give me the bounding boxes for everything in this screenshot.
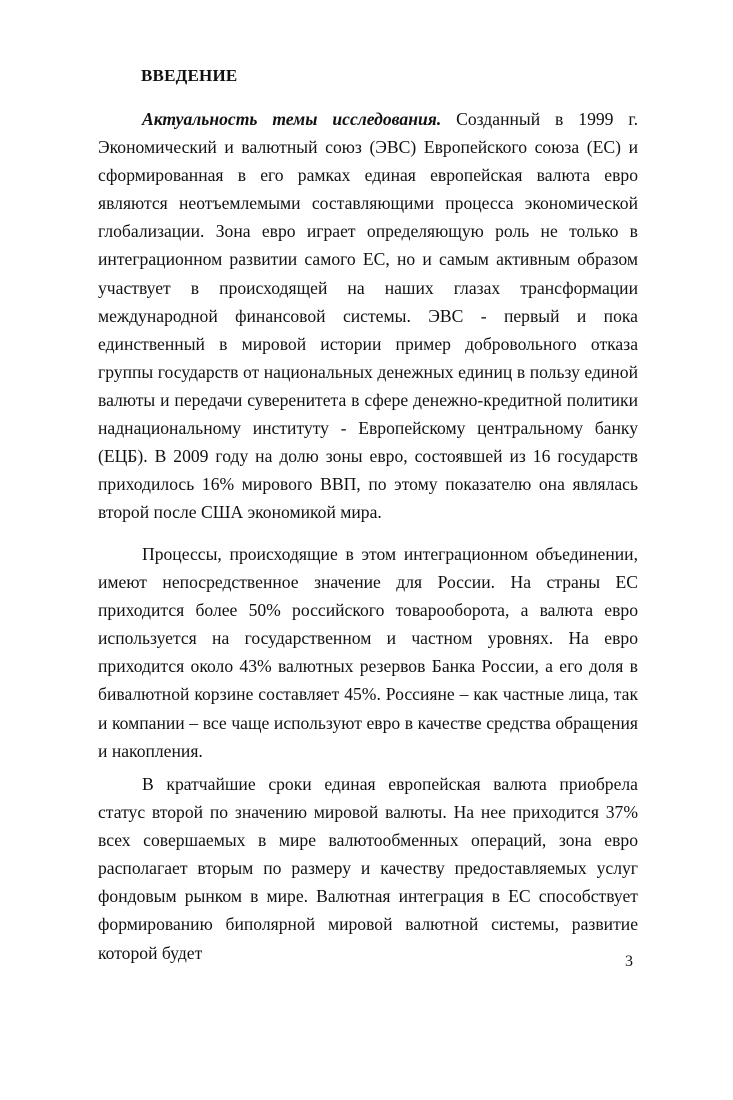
- paragraph-text: Процессы, происходящие в этом интеграционном объединении, имеют непосредственное значение для России. На страны ЕС приходится более 50% российского товарооборота, а валюта евро используется на государственном и частном уровнях. На евро приходится около 43% валютных резервов Банка России, а его доля в бивалютной корзине составляет 45%. Россияне – как частные лица, так и компании – все чаще используют евро в качестве средства обращения и накопления.: [98, 544, 638, 761]
- paragraph-lead-phrase: Актуальность темы исследования.: [142, 109, 442, 129]
- page-number: 3: [625, 953, 633, 970]
- paragraph-relevance: [98, 105, 638, 526]
- paragraph-world-currency: [98, 770, 638, 967]
- paragraph-text: Созданный в 1999 г. Экономический и валютный союз (ЭВС) Европейского союза (ЕС) и сформированная в его рамках единая европейская валюта евро являются неотъемлемыми составляющими процесса экономической глобализации. Зона евро играет определяющую роль не только в интеграционном развитии самого ЕС, но и самым активным образом участвует в происходящей на наших глазах трансформации международной финансовой системы. ЭВС - первый и пока единственный в мировой истории пример добровольного отказа группы государств от национальных денежных единиц в пользу единой валюты и передачи суверенитета в сфере денежно-кредитной политики наднациональному институту - Европейскому центральному банку (ЕЦБ). В 2009 году на долю зоны евро, состоявшей из 16 государств приходилось 16% мирового ВВП, по этому показателю она являлась второй после США экономикой мира.: [98, 109, 638, 523]
- paragraph-russia-relevance: [98, 540, 638, 765]
- section-heading: ВВЕДЕНИЕ: [141, 66, 238, 85]
- paragraph-text: В кратчайшие сроки единая европейская валюта приобрела статус второй по значению мировой валюты. На нее приходится 37% всех совершаемых в мире валютообменных операций, зона евро располагает вторым по размеру и качеству предоставляемых услуг фондовым рынком в мире. Валютная интеграция в ЕС способствует формированию биполярной мировой валютной системы, развитие которой будет: [98, 774, 638, 963]
